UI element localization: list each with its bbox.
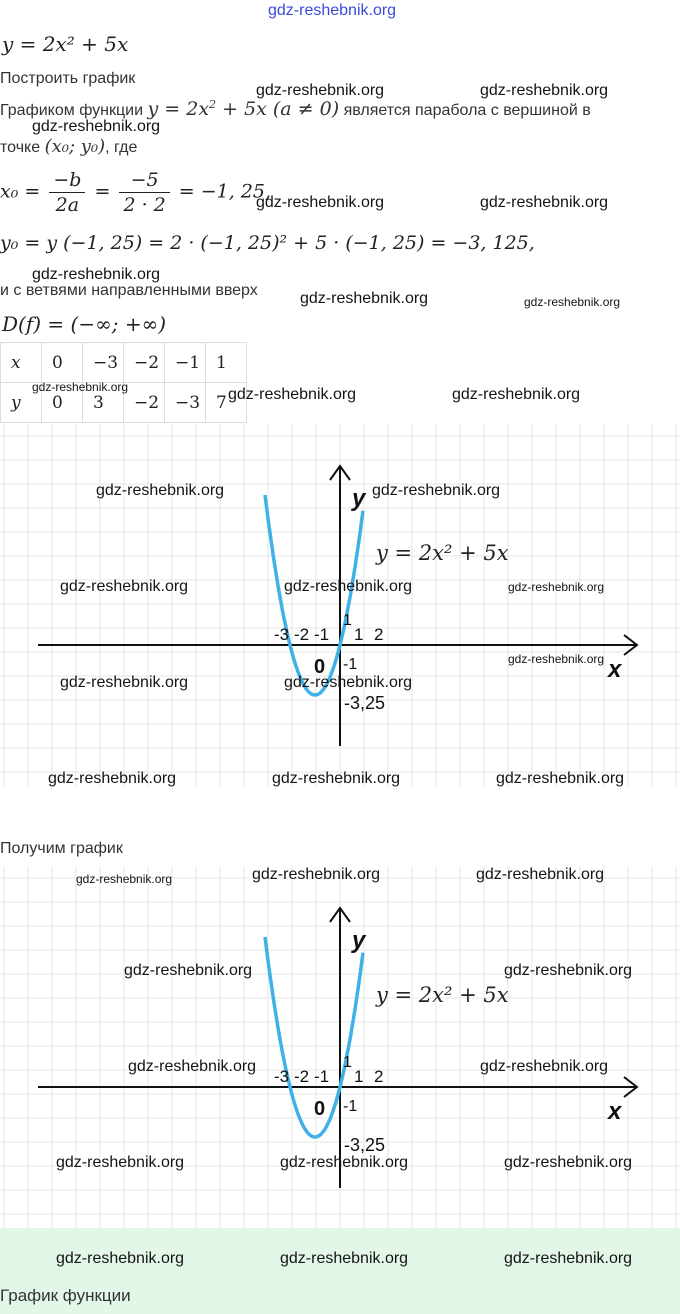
tick-label: -3 [274, 625, 290, 644]
table-cell: 0 [42, 343, 83, 383]
x-axis-label: x [608, 656, 622, 683]
tick-label: 1 [343, 1054, 352, 1071]
vertex-prefix: точке [0, 139, 41, 156]
tick-label: -2 [294, 625, 310, 644]
watermark: gdz-reshebnik.org [504, 962, 633, 979]
table-cell: 0 [42, 383, 83, 423]
table-cell: −3 [83, 343, 124, 383]
table-cell: −2 [124, 343, 165, 383]
watermark: gdz-reshebnik.org [76, 872, 173, 886]
watermark: gdz-reshebnik.org [48, 770, 177, 787]
x0-formula: x₀ = $\frac{-b}{2a}$ = $\frac{-5}{2 \cdot 2}$ = −1, 25, [0, 169, 272, 216]
domain-formula: D(f) = (−∞; +∞) [2, 312, 167, 336]
origin-label: 0 [314, 656, 326, 678]
parabola-graph-2 [0, 866, 680, 1228]
x0-result: = −1, 25, [178, 180, 272, 203]
tick-label: 1 [354, 625, 364, 644]
watermark: gdz-reshebnik.org [124, 962, 253, 979]
table-cell: −3 [165, 383, 206, 423]
watermark: gdz-reshebnik.org [504, 1154, 633, 1171]
tick-label: -1 [314, 1067, 330, 1086]
tick-label: -2 [294, 1067, 310, 1086]
received-graph-heading: Получим график [0, 840, 123, 857]
watermark: gdz-reshebnik.org [284, 674, 413, 691]
watermark: gdz-reshebnik.org [60, 674, 189, 691]
y-axis-label: y [352, 485, 366, 512]
intro-suffix: является парабола с вершиной в [343, 102, 591, 119]
watermark: gdz-reshebnik.org [280, 1154, 409, 1171]
curve-label: y = 2x² + 5x [376, 541, 509, 565]
watermark: gdz-reshebnik.org [128, 1058, 257, 1075]
watermark: gdz-reshebnik.org [256, 194, 385, 211]
table-row-x [1, 343, 247, 383]
intro-formula: $y = 2x^2 + 5x$ (a ≠ 0) [147, 98, 340, 120]
watermark: gdz-reshebnik.org [508, 652, 605, 666]
watermark: gdz-reshebnik.org [96, 482, 225, 499]
watermark: gdz-reshebnik.org [60, 578, 189, 595]
curve-label: y = 2x² + 5x [376, 983, 509, 1007]
vertex-label: -3,25 [344, 1135, 386, 1155]
origin-label: 0 [314, 1098, 326, 1120]
vertex-line [0, 136, 137, 157]
watermark: gdz-reshebnik.org [496, 770, 625, 787]
y-axis-label: y [352, 927, 366, 954]
watermark-top: gdz-reshebnik.org [268, 2, 397, 19]
tick-label: -3 [274, 1067, 290, 1086]
build-graph-heading: Построить график [0, 70, 136, 87]
x0-lhs: x₀ = [0, 180, 41, 203]
watermark: gdz-reshebnik.org [452, 386, 581, 403]
tick-label: -1 [343, 1098, 358, 1115]
table-cell: −1 [165, 343, 206, 383]
watermark: gdz-reshebnik.org [228, 386, 357, 403]
table-cell: x [1, 343, 42, 383]
main-formula: y = 2x² + 5x [2, 32, 129, 56]
tick-label: 2 [374, 625, 384, 644]
table-cell: −2 [124, 383, 165, 423]
intro-line [0, 98, 591, 120]
watermark: gdz-reshebnik.org [480, 82, 609, 99]
watermark: gdz-reshebnik.org [476, 866, 605, 883]
watermark: gdz-reshebnik.org [32, 118, 161, 135]
watermark: gdz-reshebnik.org [280, 1250, 409, 1267]
watermark: gdz-reshebnik.org [32, 380, 129, 394]
vertex-point: (x₀; y₀) [44, 136, 106, 157]
tick-label: -1 [343, 656, 358, 673]
watermark: gdz-reshebnik.org [300, 290, 429, 307]
watermark: gdz-reshebnik.org [524, 295, 621, 309]
watermark: gdz-reshebnik.org [372, 482, 501, 499]
x0-fraction-2: $\frac{-5}{2 \cdot 2}$ [119, 168, 169, 217]
vertex-suffix: , где [105, 139, 138, 156]
branches-text: и с ветвями направленными вверх [0, 282, 258, 299]
watermark: gdz-reshebnik.org [480, 194, 609, 211]
watermark: gdz-reshebnik.org [56, 1154, 185, 1171]
y0-formula: y₀ = y (−1, 25) = 2 · (−1, 25)² + 5 · (−1, 25) = −3, 125, [0, 232, 535, 254]
tick-label: -1 [314, 625, 330, 644]
intro-prefix: Графиком функции [0, 102, 144, 119]
parabola-graph-1 [0, 424, 680, 786]
table-cell: 7 [206, 383, 247, 423]
watermark: gdz-reshebnik.org [252, 866, 381, 883]
watermark: gdz-reshebnik.org [256, 82, 385, 99]
table-cell: 3 [83, 383, 124, 423]
table-cell: 1 [206, 343, 247, 383]
x-axis-label: x [608, 1098, 622, 1125]
watermark: gdz-reshebnik.org [504, 1250, 633, 1267]
watermark: gdz-reshebnik.org [56, 1250, 185, 1267]
function-graph-heading: График функции [0, 1286, 131, 1305]
tick-label: 1 [354, 1067, 364, 1086]
watermark: gdz-reshebnik.org [284, 578, 413, 595]
watermark: gdz-reshebnik.org [480, 1058, 609, 1075]
watermark: gdz-reshebnik.org [508, 580, 605, 594]
tick-label: 1 [343, 612, 352, 629]
tick-label: 2 [374, 1067, 384, 1086]
table-cell: y [1, 383, 42, 423]
watermark: gdz-reshebnik.org [272, 770, 401, 787]
watermark: gdz-reshebnik.org [32, 266, 161, 283]
vertex-label: -3,25 [344, 693, 386, 713]
x0-fraction-1: $\frac{-b}{2a}$ [49, 168, 85, 217]
